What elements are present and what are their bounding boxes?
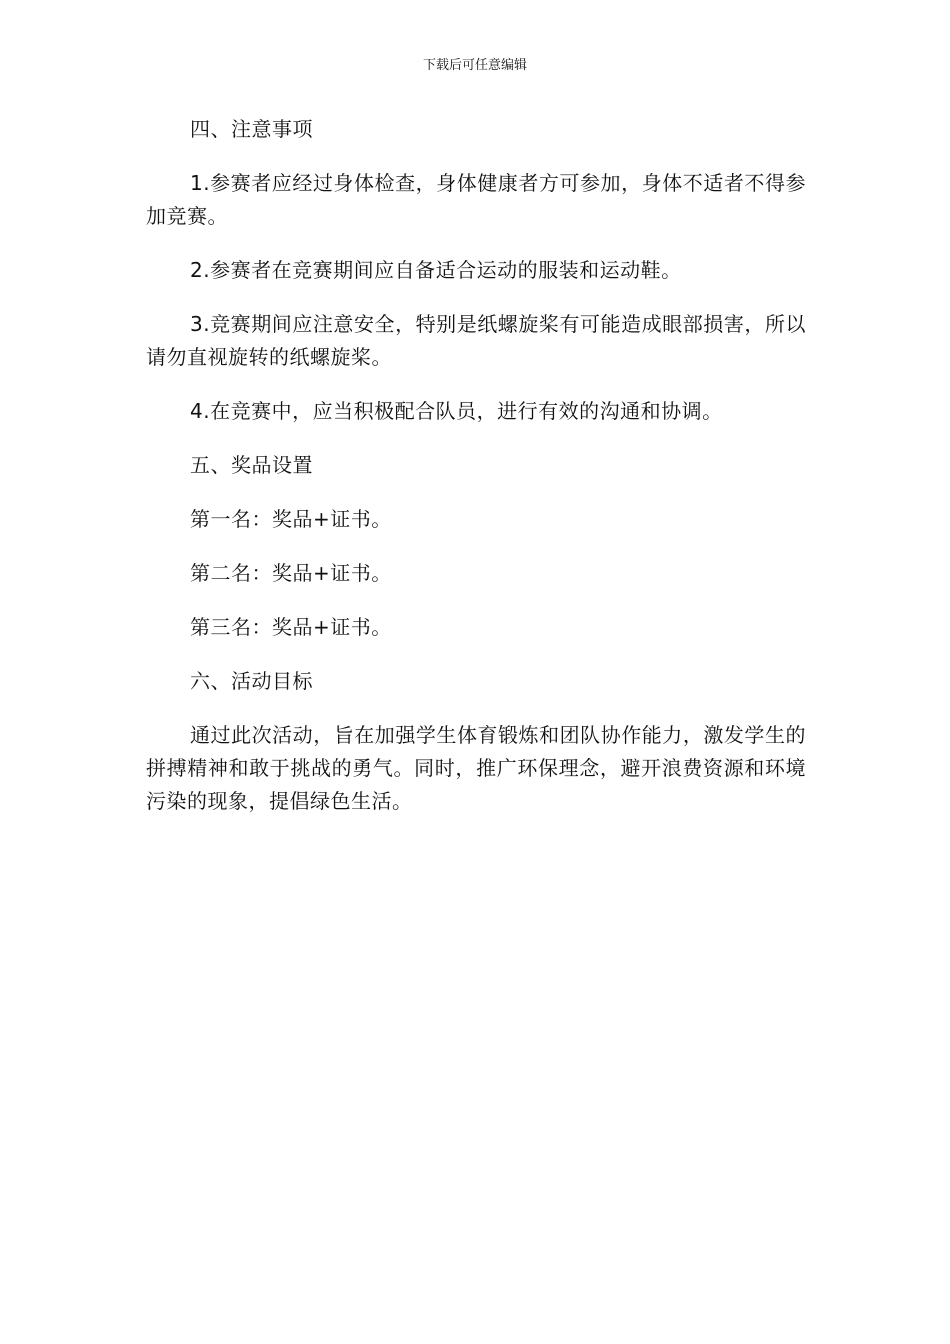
page-header: 下载后可任意编辑 [422, 58, 527, 73]
section-heading-goals: 六、活动目标 [190, 669, 313, 693]
goals-paragraph: 通过此次活动，旨在加强学生体育锻炼和团队协作能力，激发学生的拼搏精神和敢于挑战的勇气。同时，推广环保理念，避开浪费资源和环境污染的现象，提倡绿色生活。 [146, 723, 806, 813]
section-heading-precautions: 四、注意事项 [190, 117, 313, 141]
precaution-item-2: 2.参赛者在竞赛期间应自备适合运动的服装和运动鞋。 [190, 258, 682, 282]
precaution-item-4: 4.在竞赛中，应当积极配合队员，进行有效的沟通和协调。 [190, 399, 723, 423]
precaution-item-3: 3.竞赛期间应注意安全，特别是纸螺旋桨有可能造成眼部损害，所以请勿直视旋转的纸螺旋桨。 [146, 312, 806, 369]
precaution-item-1: 1.参赛者应经过身体检查，身体健康者方可参加，身体不适者不得参加竞赛。 [146, 171, 806, 228]
section-heading-prizes: 五、奖品设置 [190, 453, 313, 477]
prize-third-place: 第三名：奖品+证书。 [190, 615, 392, 639]
prize-second-place: 第二名：奖品+证书。 [190, 561, 392, 585]
prize-first-place: 第一名：奖品+证书。 [190, 507, 392, 531]
document-body [146, 113, 806, 839]
